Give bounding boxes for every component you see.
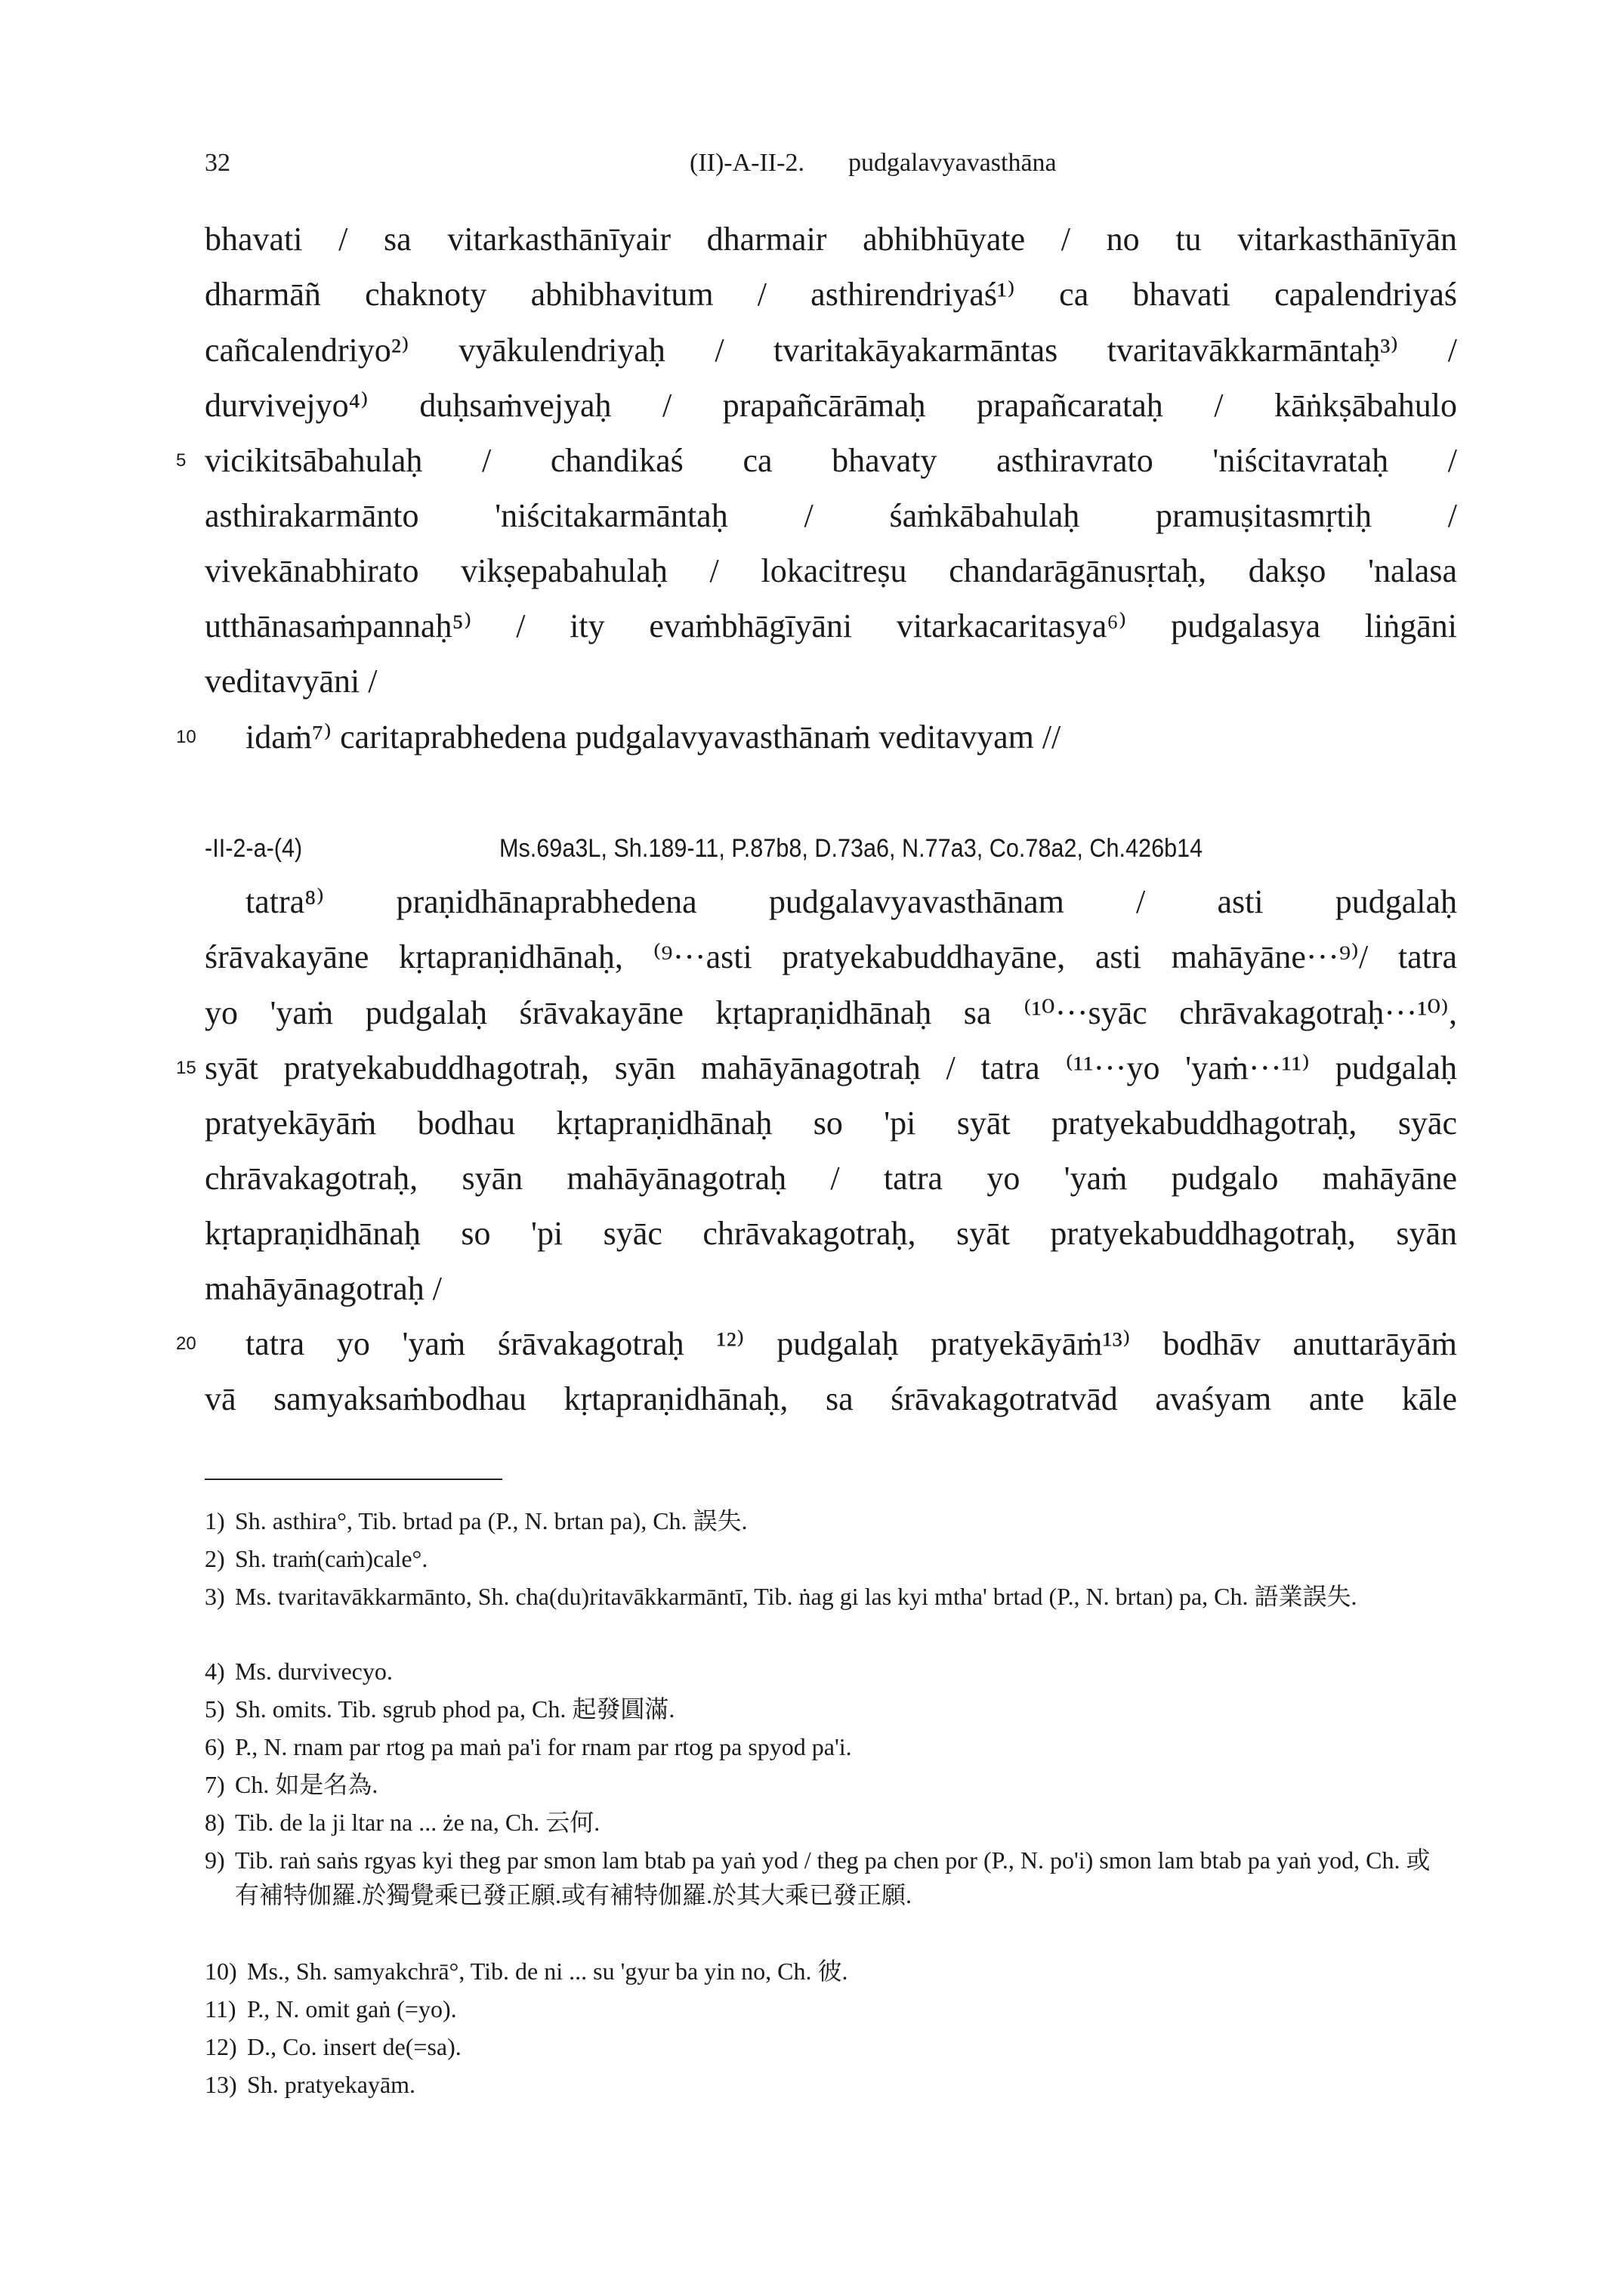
footnote-number: 4): [205, 1658, 225, 1685]
footnote-text: Sh. pratyekayām.: [247, 2071, 416, 2098]
text-line: vicikitsābahulaḥ / chandikaś ca bhavaty asthiravrato 'niścitavrataḥ /: [205, 442, 1457, 479]
footnote-text: P., N. omit gaṅ (=yo).: [247, 1995, 457, 2023]
footnote-number: 5): [205, 1695, 225, 1723]
footnote: [205, 1767, 1459, 1802]
footnote: [205, 2067, 1459, 2102]
footnote: [205, 1954, 1459, 1989]
footnote-text: P., N. rnam par rtog pa maṅ pa'i for rnam par rtog pa spyod pa'i.: [235, 1733, 852, 1760]
footnote-text: Sh. traṁ(caṁ)cale°.: [235, 1545, 428, 1572]
footnote-text: Sh. omits. Tib. sgrub phod pa, Ch. 起發圓滿.: [235, 1695, 675, 1723]
footnote-number: 6): [205, 1733, 225, 1760]
section-title: pudgalavyavasthāna: [848, 149, 1057, 177]
section-number: (II)-A-II-2.: [690, 149, 804, 177]
text-line: tatra yo 'yaṁ śrāvakagotraḥ ¹²⁾ pudgalaḥ pratyekāyāṁ¹³⁾ bodhāv anuttarāyāṁ: [245, 1325, 1457, 1362]
footnote-rule: [205, 1479, 502, 1480]
text-line: śrāvakayāne kṛtapraṇidhānaḥ, ⁽⁹···asti pratyekabuddhayāne, asti mahāyāne···⁹⁾/ tatra: [205, 938, 1457, 975]
footnote-number: 10): [205, 1958, 237, 1985]
footnote-number: 3): [205, 1583, 225, 1610]
text-line: syāt pratyekabuddhagotraḥ, syān mahāyānagotraḥ / tatra ⁽¹¹···yo 'yaṁ···¹¹⁾ pudgalaḥ: [205, 1049, 1457, 1086]
text-line: asthirakarmānto 'niścitakarmāntaḥ / śaṁkābahulaḥ pramuṣitasmṛtiḥ /: [205, 497, 1457, 534]
footnote-text: Sh. asthira°, Tib. brtad pa (P., N. brtan pa), Ch. 誤失.: [235, 1507, 748, 1534]
footnote: [205, 1541, 1459, 1576]
manuscript-references: Ms.69a3L, Sh.189-11, P.87b8, D.73a6, N.77a3, Co.78a2, Ch.426b14: [499, 834, 1203, 863]
footnote: [205, 1503, 1459, 1538]
page-number: 32: [205, 149, 230, 177]
footnote-text: Ms. tvaritavākkarmānto, Sh. cha(du)ritavākkarmāntī, Tib. ṅag gi las kyi mtha' brtad (P., N. brtan) pa, Ch. 語業誤失.: [235, 1583, 1357, 1610]
footnote: [205, 1992, 1459, 2026]
text-line: utthānasaṁpannaḥ⁵⁾ / ity evaṁbhāgīyāni vitarkacaritasya⁶⁾ pudgalasya liṅgāni: [205, 607, 1457, 644]
footnote-number: 7): [205, 1771, 225, 1798]
text-line: vivekānabhirato vikṣepabahulaḥ / lokacitreṣu chandarāgānusṛtaḥ, dakṣo 'nalasa: [205, 552, 1457, 589]
running-title: [690, 148, 1057, 178]
footnote-text: D., Co. insert de(=sa).: [247, 2033, 462, 2060]
text-line: idaṁ⁷⁾ caritaprabhedena pudgalavyavasthānaṁ veditavyam //: [245, 718, 1061, 756]
footnote-text: Ms., Sh. samyakchrā°, Tib. de ni ... su 'gyur ba yin no, Ch. 彼.: [247, 1958, 848, 1985]
line-number: 15: [176, 1058, 196, 1078]
footnote: [205, 1692, 1459, 1726]
footnote: [205, 1843, 1459, 1912]
footnote-number: 13): [205, 2071, 237, 2098]
footnote-number: 9): [205, 1846, 225, 1874]
footnote: [205, 1805, 1459, 1840]
footnote-number: 8): [205, 1809, 225, 1836]
line-number: 10: [176, 727, 196, 747]
footnote-text: Ch. 如是名為.: [235, 1771, 378, 1798]
footnote: [205, 1579, 1459, 1614]
text-line: pratyekāyāṁ bodhau kṛtapraṇidhānaḥ so 'pi syāt pratyekabuddhagotraḥ, syāc: [205, 1105, 1457, 1142]
text-line: tatra⁸⁾ praṇidhānaprabhedena pudgalavyavasthānam / asti pudgalaḥ: [245, 883, 1457, 920]
text-line: mahāyānagotraḥ /: [205, 1270, 442, 1307]
footnote: [205, 2029, 1459, 2064]
text-line: veditavyāni /: [205, 663, 378, 700]
footnote: [205, 1654, 1459, 1689]
text-line: vā samyaksaṁbodhau kṛtapraṇidhānaḥ, sa śrāvakagotratvād avaśyam ante kāle: [205, 1380, 1457, 1417]
footnote-text: Tib. raṅ saṅs rgyas kyi theg par smon lam btab pa yaṅ yod / theg pa chen por (P., N. po'i) smon lam btab pa yaṅ yod, Ch. 或有補特伽羅.於獨覺乘已發正願.或有補特伽羅.於其大乘已發正願.: [235, 1846, 1431, 1908]
section-id: -II-2-a-(4): [205, 834, 303, 863]
text-line: dharmāñ chaknoty abhibhavitum / asthirendriyaś¹⁾ ca bhavati capalendriyaś: [205, 276, 1457, 313]
footnote-number: 1): [205, 1507, 225, 1534]
line-number: 20: [176, 1333, 196, 1354]
text-line: yo 'yaṁ pudgalaḥ śrāvakayāne kṛtapraṇidhānaḥ sa ⁽¹⁰···syāc chrāvakagotraḥ···¹⁰⁾,: [205, 994, 1457, 1031]
text-line: bhavati / sa vitarkasthānīyair dharmair abhibhūyate / no tu vitarkasthānīyān: [205, 221, 1457, 258]
footnote: [205, 1729, 1459, 1764]
text-line: chrāvakagotraḥ, syān mahāyānagotraḥ / tatra yo 'yaṁ pudgalo mahāyāne: [205, 1160, 1457, 1197]
footnote-number: 2): [205, 1545, 225, 1572]
text-line: kṛtapraṇidhānaḥ so 'pi syāc chrāvakagotraḥ, syāt pratyekabuddhagotraḥ, syān: [205, 1215, 1457, 1252]
line-number: 5: [176, 450, 187, 471]
text-line: cañcalendriyo²⁾ vyākulendriyaḥ / tvaritakāyakarmāntas tvaritavākkarmāntaḥ³⁾ /: [205, 332, 1457, 369]
footnote-number: 11): [205, 1995, 236, 2023]
footnote-text: Ms. durvivecyo.: [235, 1658, 393, 1685]
footnote-text: Tib. de la ji ltar na ... że na, Ch. 云何.: [235, 1809, 601, 1836]
footnote-number: 12): [205, 2033, 237, 2060]
text-line: durvivejyo⁴⁾ duḥsaṁvejyaḥ / prapañcārāmaḥ prapañcarataḥ / kāṅkṣābahulo: [205, 387, 1457, 424]
